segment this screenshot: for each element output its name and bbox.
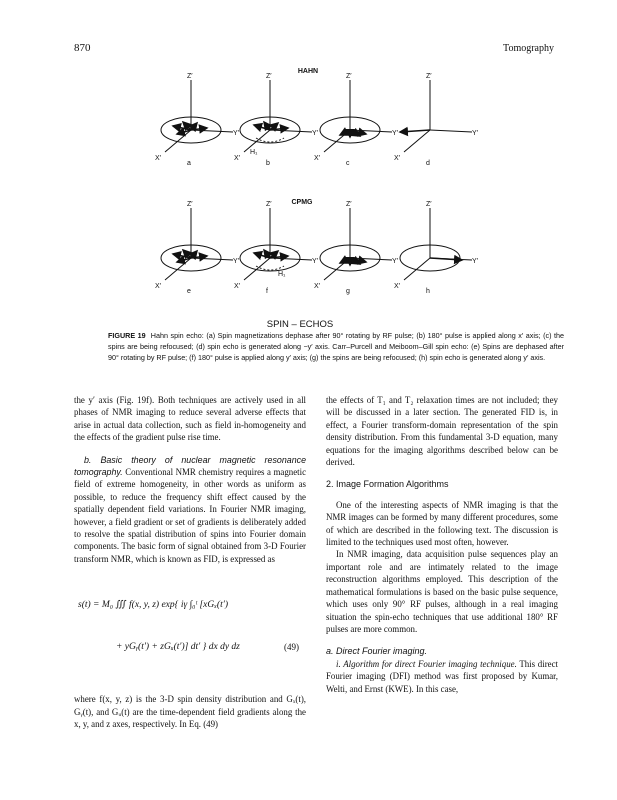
panel-d-z-label: Z′ [426, 73, 432, 80]
equation-line-1: s(t) = M₀ ∭ f(x, y, z) exp{ iγ ∫₀ᵗ [xGₓ(t′) [78, 600, 228, 611]
panel-a-x-label: X′ [155, 155, 161, 162]
spin-echo-figure [0, 0, 617, 330]
panel-e-letter: e [187, 288, 191, 295]
equation-49 [74, 565, 306, 693]
panel-f-z-label: Z′ [266, 201, 272, 208]
panel-b-x-label: X′ [234, 155, 240, 162]
panel-c-x-label: X′ [314, 155, 320, 162]
panel-a-letter: a [187, 160, 191, 167]
equation-number: (49) [284, 642, 299, 653]
panel-h-z-label: Z′ [426, 201, 432, 208]
cpmg-title: CPMG [291, 199, 313, 206]
panel-g-x-axis [324, 258, 350, 280]
panel-g-letter: g [346, 288, 350, 295]
caption-text: Hahn spin echo: (a) Spin magnetizations dephase after 90° rotating by RF pulse; (b) 180° pulse is applied along x′ axis; (c) the spins are being refocused; (d) spin echo is generated along −y′ axis. Carr–Purcell and Meiboom–Gill spin echo: (e) Spins are dephased after 90° rotating by RF pulse; (f) 180° pulse is applied along y′ axis; (g) the spins are being refocused; (h) spin echo is generated along y′ axis. [108, 331, 564, 362]
panel-a-z-label: Z′ [187, 73, 193, 80]
right-paragraph-1: the effects of T₁ and T₂ relaxation times are not included; they will be discussed in a later section. The generated FID is, in effect, a Fourier transform-domain representation of the spin density distribution. From this fundamental 3-D equation, many equations for the imaging algorithms described below can be derived. [326, 395, 558, 468]
panel-f-y-axis [270, 258, 312, 260]
right-subsubsection-title: i. Algorithm for direct Fourier imaging technique. [336, 658, 517, 669]
left-paragraph-3: where f(x, y, z) is the 3-D spin density distribution and Gₓ(t), Gᵧ(t), and Gᵤ(t) are the time-dependent field gradients along the x, y, and z axes, respectively. In Eq. (49) [74, 694, 306, 730]
panel-g-z-label: Z′ [346, 201, 352, 208]
panel-d-y-label: Y′ [472, 130, 478, 137]
running-title: Tomography [503, 43, 554, 54]
left-subsection [74, 454, 306, 566]
left-subsection-title: b. Basic theory of nuclear magnetic resonance tomography. [74, 454, 306, 478]
panel-e-y-axis [191, 258, 233, 260]
panel-h-y-label: Y′ [472, 258, 478, 265]
panel-c-x-axis [324, 130, 350, 152]
panel-a-y-axis [191, 130, 233, 132]
right-paragraph-4 [326, 658, 558, 695]
panel-b-z-label: Z′ [266, 73, 272, 80]
panel-f-y-label: Y′ [312, 258, 318, 265]
left-paragraph-2: Conventional NMR chemistry requires a magnetic field of extreme homogeneity, in other words as uniform as possible, to reduce the frequency shift effect caused by the spatially dependent field variations. In Fourier NMR imaging, however, a field gradient or set of gradients is deliberately added to resolve the spatial distribution of spins into Fourier domain components. The basic form of signal obtained from 3-D Fourier transform NMR, which is known as FID, is expressed as [74, 467, 307, 564]
right-section-title: 2. Image Formation Algorithms [326, 479, 449, 490]
right-paragraph-2: One of the interesting aspects of NMR imaging is that the NMR images can be formed by many different procedures, some of which are described in the following text. The discussion is limited to the techniques used most often, however. [326, 499, 558, 548]
hahn-title: HAHN [297, 68, 319, 75]
panel-f-x-label: X′ [234, 283, 240, 290]
panel-h-x-label: X′ [394, 283, 400, 290]
panel-d-letter: d [426, 160, 430, 167]
panel-e-x-label: X′ [155, 283, 161, 290]
panel-h-letter: h [426, 288, 430, 295]
panel-f-letter: f [266, 288, 268, 295]
panel-d-spin-vector [400, 130, 430, 132]
panel-e-y-label: Y′ [233, 258, 239, 265]
panel-d-x-axis [404, 130, 430, 152]
panel-c-y-label: Y′ [392, 130, 398, 137]
panel-h-spin-vector [430, 258, 462, 260]
panel-g-y-label: Y′ [392, 258, 398, 265]
left-paragraph-1: the y′ axis (Fig. 19f). Both techniques are actively used in all phases of NMR imaging to reduce several adverse effects that arise in actual data collection, such as field in-homogeneity and the effects of the gradient pulse rise time. [74, 395, 306, 443]
caption-label: FIGURE 19 [108, 331, 146, 340]
panel-d-y-axis [430, 130, 472, 132]
panel-d-x-label: X′ [394, 155, 400, 162]
panel-h-x-axis [404, 258, 430, 280]
right-paragraph-4-text: This direct Fourier imaging (DFI) method was first proposed by Kumar, Welti, and Ernst (KWE). In this case, [326, 658, 558, 694]
panel-f-x-axis [244, 258, 270, 280]
panel-e-z-label: Z′ [187, 201, 193, 208]
equation-line-2: + yGᵧ(t′) + zGᵤ(t′)] dt′ } dx dy dz [116, 642, 240, 653]
spin-echos-title: SPIN – ECHOS [266, 319, 334, 330]
panel-b-h1-label: H₁ [250, 149, 258, 156]
panel-b-letter: b [266, 160, 270, 167]
right-paragraph-3: In NMR imaging, data acquisition pulse sequences play an important role and are intimately related to the image reconstruction algorithms employed. This description of the mathematical formulations is based on the basic pulse sequence, which uses only 90° RF pulses, although in a real imaging situation the spin-echo techniques that use additional 180° RF pulses are more common. [326, 549, 558, 634]
right-column [326, 394, 558, 695]
figure-caption [108, 330, 564, 363]
panel-b-y-axis [270, 130, 312, 132]
left-column [74, 394, 306, 731]
panel-b-y-label: Y′ [312, 130, 318, 137]
right-subsection-title: a. Direct Fourier imaging. [326, 646, 428, 657]
panel-a-y-label: Y′ [233, 130, 239, 137]
page-number: 870 [74, 42, 91, 54]
panel-f-h1-label: H₁ [278, 271, 286, 278]
panel-g-x-label: X′ [314, 283, 320, 290]
panel-c-letter: c [346, 160, 350, 167]
panel-c-z-label: Z′ [346, 73, 352, 80]
